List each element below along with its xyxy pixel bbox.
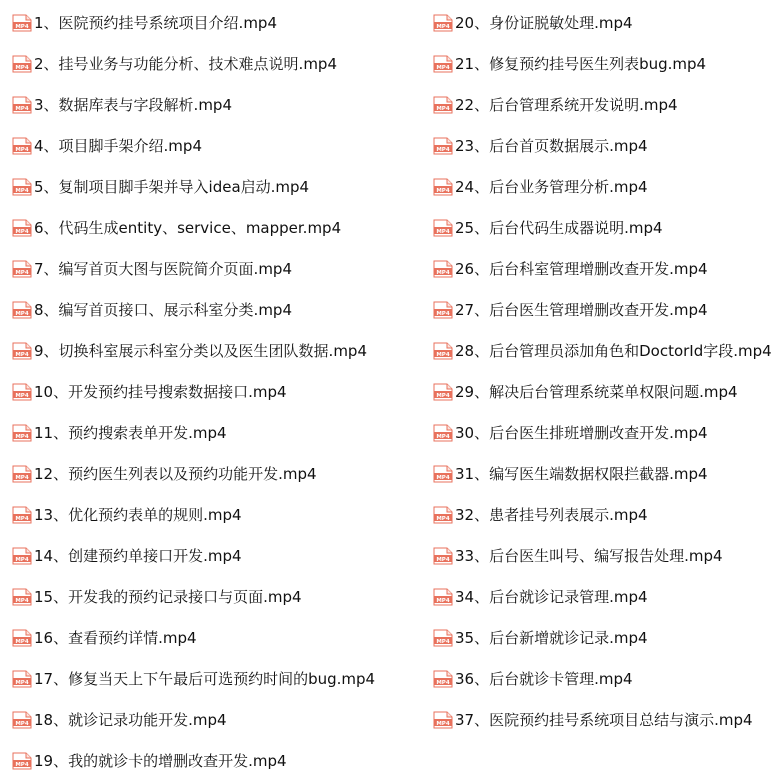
svg-text:MP4: MP4 (436, 23, 450, 30)
svg-text:MP4: MP4 (436, 228, 450, 235)
file-name: 25、后台代码生成器说明.mp4 (455, 218, 663, 237)
file-name: 27、后台医生管理增删改查开发.mp4 (455, 300, 708, 319)
file-item[interactable] (12, 740, 422, 781)
svg-text:MP4: MP4 (436, 679, 450, 686)
file-item[interactable] (433, 84, 782, 125)
svg-text:MP4: MP4 (436, 105, 450, 112)
file-name: 3、数据库表与字段解析.mp4 (34, 95, 232, 114)
mp4-file-icon (433, 55, 453, 73)
file-item[interactable] (433, 289, 782, 330)
mp4-file-icon (12, 219, 32, 237)
file-name: 36、后台就诊卡管理.mp4 (455, 669, 633, 688)
file-name: 30、后台医生排班增删改查开发.mp4 (455, 423, 708, 442)
file-item[interactable] (433, 453, 782, 494)
svg-text:MP4: MP4 (15, 269, 29, 276)
svg-text:MP4: MP4 (15, 187, 29, 194)
mp4-file-icon (12, 260, 32, 278)
file-name: 29、解决后台管理系统菜单权限问题.mp4 (455, 382, 738, 401)
mp4-file-icon (433, 383, 453, 401)
file-item[interactable] (12, 658, 422, 699)
file-item[interactable] (433, 207, 782, 248)
file-item[interactable] (12, 494, 422, 535)
mp4-file-icon (433, 14, 453, 32)
file-item[interactable] (12, 43, 422, 84)
file-name: 10、开发预约挂号搜索数据接口.mp4 (34, 382, 287, 401)
file-item[interactable] (12, 125, 422, 166)
mp4-file-icon (433, 465, 453, 483)
svg-text:MP4: MP4 (15, 597, 29, 604)
svg-text:MP4: MP4 (436, 556, 450, 563)
mp4-file-icon (12, 96, 32, 114)
file-item[interactable] (433, 658, 782, 699)
file-column-right (433, 0, 782, 740)
file-name: 5、复制项目脚手架并导入idea启动.mp4 (34, 177, 310, 196)
file-item[interactable] (433, 166, 782, 207)
svg-text:MP4: MP4 (15, 105, 29, 112)
svg-text:MP4: MP4 (15, 474, 29, 481)
svg-text:MP4: MP4 (15, 720, 29, 727)
svg-text:MP4: MP4 (15, 310, 29, 317)
mp4-file-icon (433, 96, 453, 114)
svg-text:MP4: MP4 (436, 597, 450, 604)
file-item[interactable] (433, 330, 782, 371)
file-name: 35、后台新增就诊记录.mp4 (455, 628, 648, 647)
file-item[interactable] (12, 2, 422, 43)
mp4-file-icon (433, 670, 453, 688)
file-name: 32、患者挂号列表展示.mp4 (455, 505, 648, 524)
file-name: 9、切换科室展示科室分类以及医生团队数据.mp4 (34, 341, 367, 360)
mp4-file-icon (433, 219, 453, 237)
file-name: 22、后台管理系统开发说明.mp4 (455, 95, 678, 114)
mp4-file-icon (12, 588, 32, 606)
svg-text:MP4: MP4 (436, 638, 450, 645)
file-name: 21、修复预约挂号医生列表bug.mp4 (455, 54, 707, 73)
svg-text:MP4: MP4 (15, 23, 29, 30)
svg-text:MP4: MP4 (436, 515, 450, 522)
mp4-file-icon (12, 752, 32, 770)
mp4-file-icon (12, 547, 32, 565)
file-name: 31、编写医生端数据权限拦截器.mp4 (455, 464, 708, 483)
mp4-file-icon (12, 178, 32, 196)
mp4-file-icon (12, 465, 32, 483)
file-item[interactable] (433, 125, 782, 166)
file-item[interactable] (12, 453, 422, 494)
svg-text:MP4: MP4 (15, 146, 29, 153)
file-item[interactable] (12, 617, 422, 658)
mp4-file-icon (12, 301, 32, 319)
file-item[interactable] (433, 248, 782, 289)
svg-text:MP4: MP4 (436, 269, 450, 276)
mp4-file-icon (433, 588, 453, 606)
svg-text:MP4: MP4 (436, 474, 450, 481)
svg-text:MP4: MP4 (15, 433, 29, 440)
file-name: 34、后台就诊记录管理.mp4 (455, 587, 648, 606)
file-item[interactable] (433, 576, 782, 617)
file-name: 4、项目脚手架介绍.mp4 (34, 136, 202, 155)
mp4-file-icon (12, 424, 32, 442)
mp4-file-icon (12, 383, 32, 401)
file-item[interactable] (433, 43, 782, 84)
file-name: 2、挂号业务与功能分析、技术难点说明.mp4 (34, 54, 337, 73)
file-name: 1、医院预约挂号系统项目介绍.mp4 (34, 13, 277, 32)
mp4-file-icon (433, 342, 453, 360)
mp4-file-icon (12, 506, 32, 524)
mp4-file-icon (433, 260, 453, 278)
file-name: 33、后台医生叫号、编写报告处理.mp4 (455, 546, 723, 565)
file-item[interactable] (12, 412, 422, 453)
file-item[interactable] (12, 576, 422, 617)
mp4-file-icon (433, 424, 453, 442)
mp4-file-icon (12, 629, 32, 647)
file-name: 11、预约搜索表单开发.mp4 (34, 423, 227, 442)
mp4-file-icon (433, 711, 453, 729)
mp4-file-icon (433, 137, 453, 155)
file-item[interactable] (12, 371, 422, 412)
svg-text:MP4: MP4 (436, 64, 450, 71)
file-item[interactable] (433, 371, 782, 412)
file-name: 18、就诊记录功能开发.mp4 (34, 710, 227, 729)
file-name: 8、编写首页接口、展示科室分类.mp4 (34, 300, 292, 319)
file-item[interactable] (12, 289, 422, 330)
file-name: 26、后台科室管理增删改查开发.mp4 (455, 259, 708, 278)
svg-text:MP4: MP4 (15, 761, 29, 768)
svg-text:MP4: MP4 (15, 64, 29, 71)
mp4-file-icon (12, 14, 32, 32)
svg-text:MP4: MP4 (436, 146, 450, 153)
mp4-file-icon (12, 711, 32, 729)
svg-text:MP4: MP4 (436, 720, 450, 727)
mp4-file-icon (433, 547, 453, 565)
svg-text:MP4: MP4 (436, 433, 450, 440)
mp4-file-icon (433, 178, 453, 196)
file-name: 12、预约医生列表以及预约功能开发.mp4 (34, 464, 317, 483)
file-column-left (12, 0, 422, 781)
file-item[interactable] (12, 166, 422, 207)
file-name: 13、优化预约表单的规则.mp4 (34, 505, 242, 524)
svg-text:MP4: MP4 (436, 187, 450, 194)
file-name: 15、开发我的预约记录接口与页面.mp4 (34, 587, 302, 606)
file-item[interactable] (12, 248, 422, 289)
file-name: 19、我的就诊卡的增删改查开发.mp4 (34, 751, 287, 770)
file-name: 14、创建预约单接口开发.mp4 (34, 546, 242, 565)
mp4-file-icon (12, 670, 32, 688)
file-item[interactable] (433, 2, 782, 43)
mp4-file-icon (433, 301, 453, 319)
svg-text:MP4: MP4 (15, 679, 29, 686)
file-name: 16、查看预约详情.mp4 (34, 628, 197, 647)
file-name: 24、后台业务管理分析.mp4 (455, 177, 648, 196)
svg-text:MP4: MP4 (15, 556, 29, 563)
svg-text:MP4: MP4 (436, 351, 450, 358)
file-name: 23、后台首页数据展示.mp4 (455, 136, 648, 155)
file-item[interactable] (12, 699, 422, 740)
file-name: 37、医院预约挂号系统项目总结与演示.mp4 (455, 710, 753, 729)
file-name: 6、代码生成entity、service、mapper.mp4 (34, 218, 342, 237)
svg-text:MP4: MP4 (15, 638, 29, 645)
file-item[interactable] (12, 84, 422, 125)
file-item[interactable] (433, 494, 782, 535)
file-item[interactable] (12, 330, 422, 371)
file-item[interactable] (433, 535, 782, 576)
file-name: 28、后台管理员添加角色和DoctorId字段.mp4 (455, 341, 772, 360)
file-item[interactable] (433, 412, 782, 453)
svg-text:MP4: MP4 (15, 228, 29, 235)
file-item[interactable] (12, 207, 422, 248)
mp4-file-icon (433, 506, 453, 524)
mp4-file-icon (433, 629, 453, 647)
file-item[interactable] (12, 535, 422, 576)
svg-text:MP4: MP4 (436, 392, 450, 399)
file-item[interactable] (433, 617, 782, 658)
mp4-file-icon (12, 137, 32, 155)
svg-text:MP4: MP4 (15, 392, 29, 399)
svg-text:MP4: MP4 (15, 351, 29, 358)
svg-text:MP4: MP4 (436, 310, 450, 317)
mp4-file-icon (12, 55, 32, 73)
mp4-file-icon (12, 342, 32, 360)
svg-text:MP4: MP4 (15, 515, 29, 522)
file-name: 17、修复当天上下午最后可选预约时间的bug.mp4 (34, 669, 376, 688)
file-item[interactable] (433, 699, 782, 740)
file-name: 20、身份证脱敏处理.mp4 (455, 13, 633, 32)
file-name: 7、编写首页大图与医院简介页面.mp4 (34, 259, 292, 278)
